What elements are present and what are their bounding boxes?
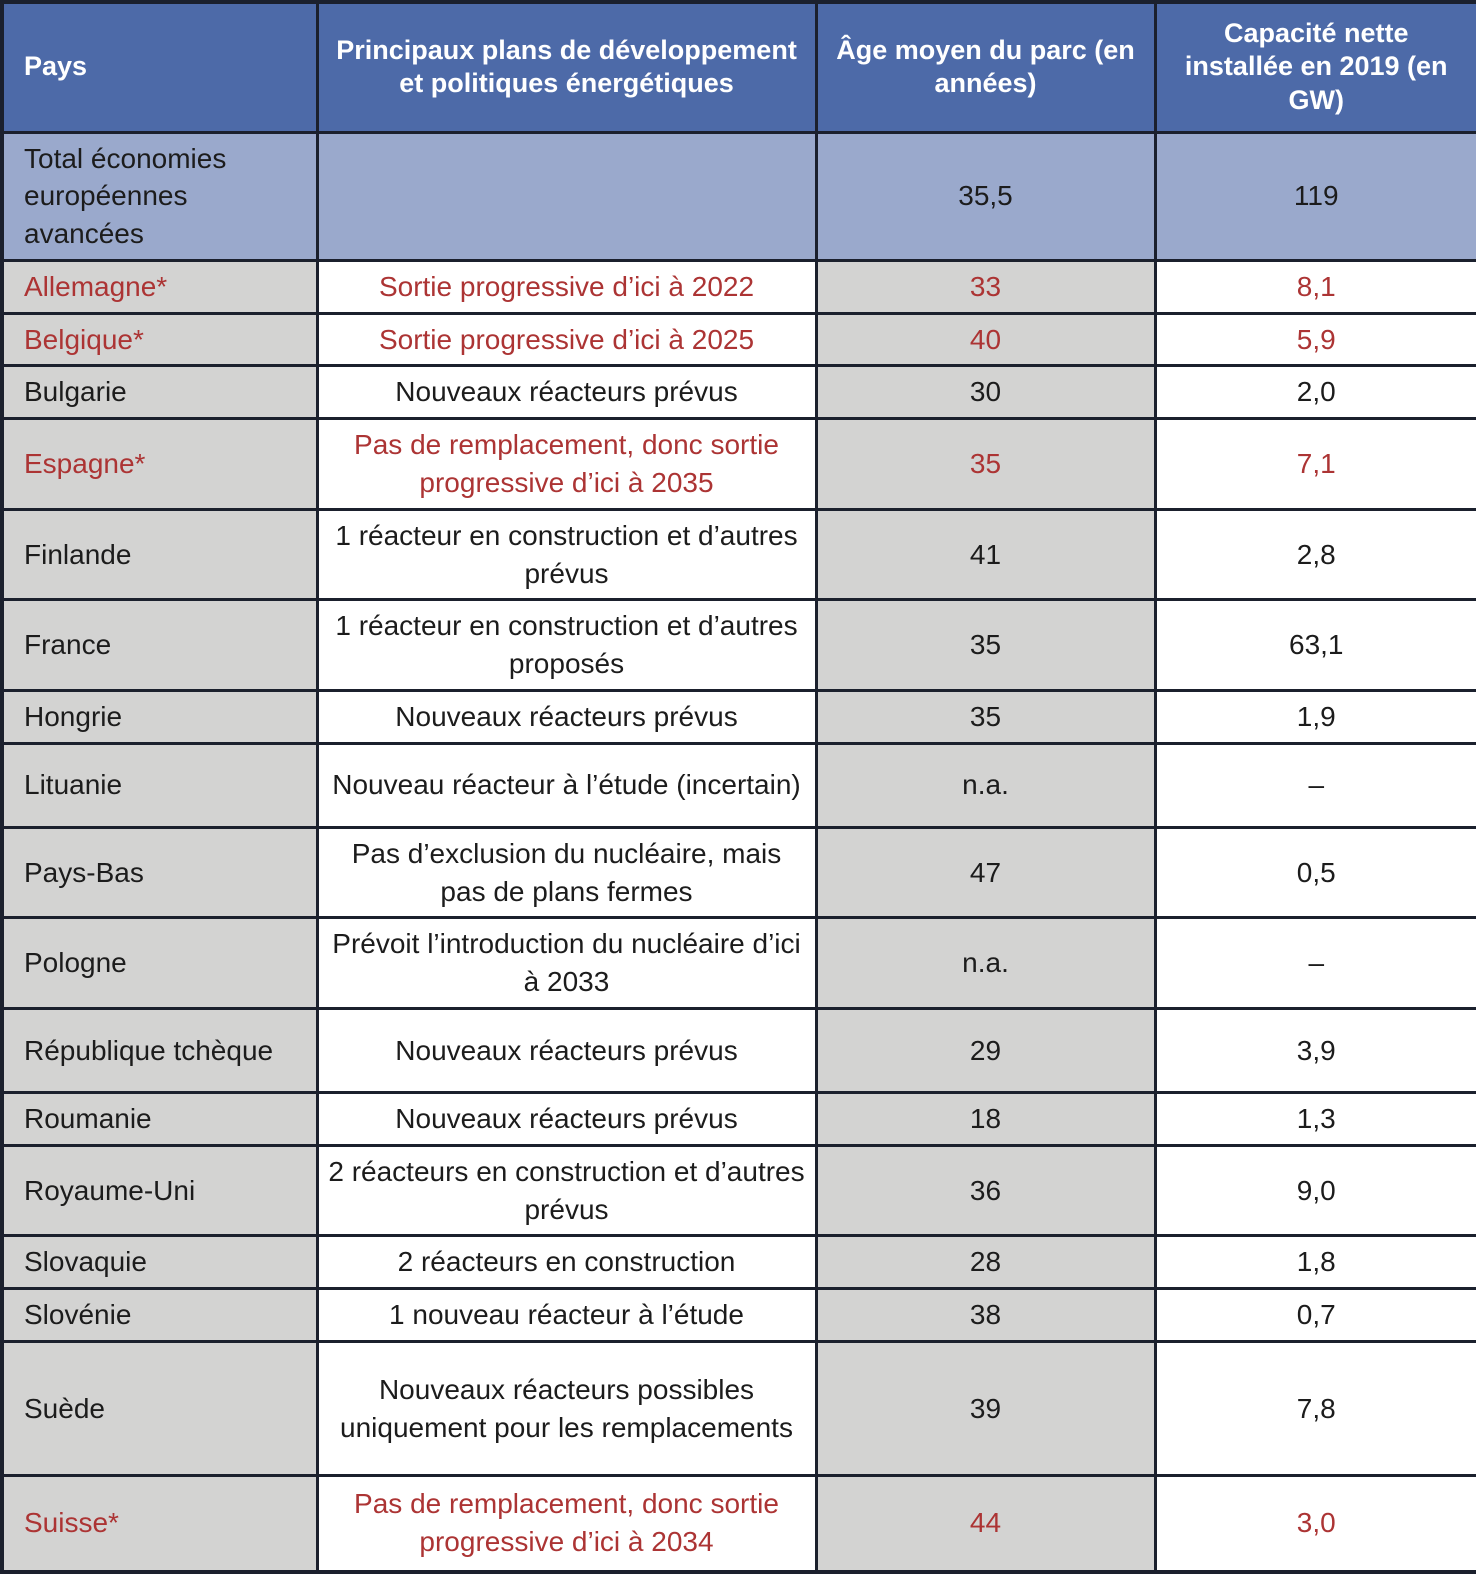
cell-capacity: – — [1155, 918, 1476, 1009]
cell-age: 40 — [816, 313, 1155, 366]
cell-capacity: – — [1155, 743, 1476, 827]
cell-country: France — [2, 600, 317, 691]
cell-capacity: 0,7 — [1155, 1289, 1476, 1342]
cell-age: 18 — [816, 1093, 1155, 1146]
cell-country: Total économies européennes avancées — [2, 132, 317, 260]
cell-capacity: 7,1 — [1155, 419, 1476, 510]
cell-capacity: 3,0 — [1155, 1476, 1476, 1572]
table-header — [2, 2, 1476, 132]
cell-capacity: 119 — [1155, 132, 1476, 260]
cell-plan: Nouveaux réacteurs prévus — [317, 1009, 816, 1093]
cell-country: Pays-Bas — [2, 827, 317, 918]
column-header-capacite: Capacité nette installée en 2019 (en GW) — [1155, 2, 1476, 132]
cell-capacity: 5,9 — [1155, 313, 1476, 366]
cell-plan: Nouveaux réacteurs possibles uniquement pour les remplacements — [317, 1342, 816, 1476]
cell-capacity: 1,9 — [1155, 691, 1476, 744]
cell-country: Finlande — [2, 509, 317, 600]
table-row — [2, 132, 1476, 260]
table-row — [2, 1236, 1476, 1289]
cell-country: Pologne — [2, 918, 317, 1009]
table-row — [2, 1476, 1476, 1572]
cell-plan: 1 nouveau réacteur à l’étude — [317, 1289, 816, 1342]
table-row — [2, 918, 1476, 1009]
cell-capacity: 8,1 — [1155, 260, 1476, 313]
cell-age: 41 — [816, 509, 1155, 600]
cell-age: 39 — [816, 1342, 1155, 1476]
table-row — [2, 509, 1476, 600]
cell-plan: 1 réacteur en construction et d’autres proposés — [317, 600, 816, 691]
cell-plan: Nouveaux réacteurs prévus — [317, 366, 816, 419]
cell-plan: 2 réacteurs en construction et d’autres prévus — [317, 1145, 816, 1236]
cell-capacity: 0,5 — [1155, 827, 1476, 918]
cell-age: 30 — [816, 366, 1155, 419]
cell-age: 28 — [816, 1236, 1155, 1289]
cell-country: Allemagne* — [2, 260, 317, 313]
cell-country: Suède — [2, 1342, 317, 1476]
cell-capacity: 1,8 — [1155, 1236, 1476, 1289]
table-row — [2, 366, 1476, 419]
cell-capacity: 1,3 — [1155, 1093, 1476, 1146]
cell-age: 35 — [816, 419, 1155, 510]
cell-capacity: 2,8 — [1155, 509, 1476, 600]
table-row — [2, 1009, 1476, 1093]
cell-country: Lituanie — [2, 743, 317, 827]
cell-age: 29 — [816, 1009, 1155, 1093]
cell-age: 38 — [816, 1289, 1155, 1342]
table-row — [2, 600, 1476, 691]
cell-plan: Pas d’exclusion du nucléaire, mais pas de plans fermes — [317, 827, 816, 918]
table-row — [2, 827, 1476, 918]
cell-plan: 1 réacteur en construction et d’autres prévus — [317, 509, 816, 600]
cell-country: Hongrie — [2, 691, 317, 744]
cell-plan: Prévoit l’introduction du nucléaire d’ici à 2033 — [317, 918, 816, 1009]
cell-capacity: 63,1 — [1155, 600, 1476, 691]
cell-capacity: 9,0 — [1155, 1145, 1476, 1236]
header-row — [2, 2, 1476, 132]
cell-country: Bulgarie — [2, 366, 317, 419]
cell-plan: Pas de remplacement, donc sortie progressive d’ici à 2035 — [317, 419, 816, 510]
cell-country: Espagne* — [2, 419, 317, 510]
cell-plan: Sortie progressive d’ici à 2025 — [317, 313, 816, 366]
cell-age: 33 — [816, 260, 1155, 313]
table-row — [2, 1145, 1476, 1236]
cell-plan: Pas de remplacement, donc sortie progressive d’ici à 2034 — [317, 1476, 816, 1572]
cell-age: 44 — [816, 1476, 1155, 1572]
cell-country: Slovénie — [2, 1289, 317, 1342]
cell-age: 47 — [816, 827, 1155, 918]
cell-age: 35 — [816, 691, 1155, 744]
cell-capacity: 7,8 — [1155, 1342, 1476, 1476]
table-row — [2, 691, 1476, 744]
column-header-age-moyen: Âge moyen du parc (en années) — [816, 2, 1155, 132]
table-row — [2, 1342, 1476, 1476]
cell-plan — [317, 132, 816, 260]
cell-age: n.a. — [816, 743, 1155, 827]
cell-plan: Nouveau réacteur à l’étude (incertain) — [317, 743, 816, 827]
column-header-pays: Pays — [2, 2, 317, 132]
cell-age: 35 — [816, 600, 1155, 691]
cell-country: Suisse* — [2, 1476, 317, 1572]
cell-country: Slovaquie — [2, 1236, 317, 1289]
cell-plan: Sortie progressive d’ici à 2022 — [317, 260, 816, 313]
table-row — [2, 1093, 1476, 1146]
table-row — [2, 313, 1476, 366]
cell-country: Roumanie — [2, 1093, 317, 1146]
column-header-plans: Principaux plans de développement et politiques énergétiques — [317, 2, 816, 132]
cell-country: Royaume-Uni — [2, 1145, 317, 1236]
cell-age: 35,5 — [816, 132, 1155, 260]
cell-country: République tchèque — [2, 1009, 317, 1093]
cell-age: 36 — [816, 1145, 1155, 1236]
cell-capacity: 3,9 — [1155, 1009, 1476, 1093]
table-body — [2, 132, 1476, 1572]
table-row — [2, 419, 1476, 510]
cell-plan: Nouveaux réacteurs prévus — [317, 691, 816, 744]
cell-country: Belgique* — [2, 313, 317, 366]
table-row — [2, 1289, 1476, 1342]
cell-age: n.a. — [816, 918, 1155, 1009]
table-row — [2, 260, 1476, 313]
cell-plan: 2 réacteurs en construction — [317, 1236, 816, 1289]
table-row — [2, 743, 1476, 827]
cell-capacity: 2,0 — [1155, 366, 1476, 419]
cell-plan: Nouveaux réacteurs prévus — [317, 1093, 816, 1146]
